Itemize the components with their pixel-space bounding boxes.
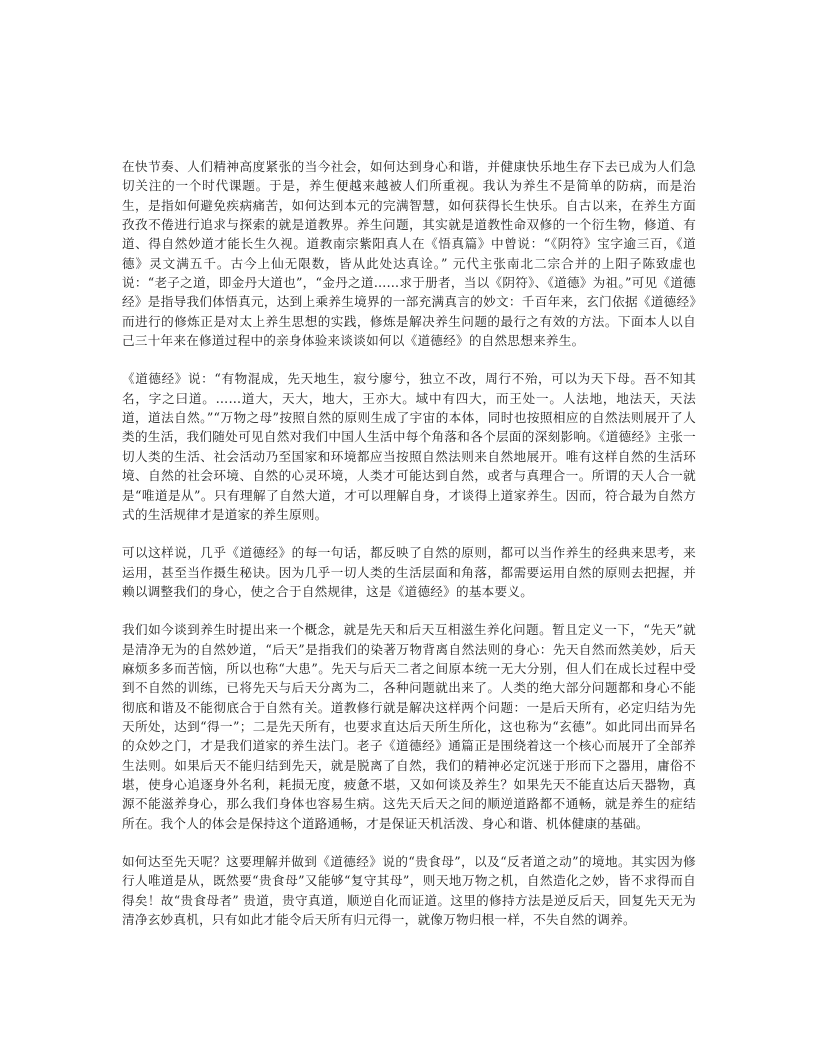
document-body [122, 157, 696, 929]
paragraph-4: 我们如今谈到养生时提出来一个概念，就是先天和后天互相滋生养化问题。暂且定义一下，“先天”就是清净无为的自然妙道，“后天”是指我们的染著万物背离自然法则的身心：先天自然而然美妙，后天麻烦多多而苦恼，所以也称“大患”。先天与后天二者之间原本统一无大分别，但人们在成长过程中受到不自然的训练，已将先天与后天分离为二，各种问题就出来了。人类的绝大部分问题都和身心不能彻底和谐及不能彻底合于自然有关。道教修行就是解决这样两个问题：一是后天所有，必定归结为先天所处，达到“得一”；二是先天所有，也要求直达后天所生所化，这也称为“玄德”。如此同出而异名的众妙之门，才是我们道家的养生法门。老子《道德经》通篇正是围绕着这一个核心而展开了全部养生法则。如果后天不能归结到先天，就是脱离了自然，我们的精神必定沉迷于形而下之器用，庸俗不堪，使身心追逐身外名利，耗损无度，疲惫不堪，又如何谈及养生？如果先天不能直达后天器物，真源不能滋养身心，那么我们身体也容易生病。这先天后天之间的顺逆道路都不通畅，就是养生的症结所在。我个人的体会是保持这个道路通畅，才是保证天机活泼、身心和谐、机体健康的基础。 [122, 622, 696, 831]
paragraph-5: 如何达至先天呢？这要理解并做到《道德经》说的“贵食母”，以及“反者道之动”的境地。其实因为修行人唯道是从，既然要“贵食母”又能够“复守其母”，则天地万物之机，自然造化之妙，皆不求得而自得矣！故“贵食母者” 贵道，贵守真道，顺逆自化而证道。这里的修持方法是逆反后天，回复先天无为清净玄妙真机，只有如此才能令后天所有归元得一，就像万物归根一样，不失自然的调养。 [122, 854, 696, 928]
paragraph-2: 《道德经》说：“有物混成，先天地生，寂兮廖兮，独立不改，周行不殆，可以为天下母。吾不知其名，字之曰道。……道大，天大，地大，王亦大。域中有四大，而王处一。人法地，地法天，天法道，道法自然。”“万物之母”按照自然的原则生成了宇宙的本体，同时也按照相应的自然法则展开了人类的生活，我们随处可见自然对我们中国人生活中每个角落和各个层面的深刻影响。《道德经》主张一切人类的生活、社会活动乃至国家和环境都应当按照自然法则来自然地展开。唯有这样自然的生活环境、自然的社会环境、自然的心灵环境，人类才可能达到自然，或者与真理合一。所谓的天人合一就是“唯道是从”。只有理解了自然大道，才可以理解自身，才谈得上道家养生。因而，符合最为自然方式的生活规律才是道家的养生原则。 [122, 371, 696, 522]
paragraph-1: 在快节奏、人们精神高度紧张的当今社会，如何达到身心和谐，并健康快乐地生存下去已成为人们急切关注的一个时代课题。于是，养生便越来越被人们所重视。我认为养生不是简单的防病，而是治生，是指如何避免疾病痛苦，如何达到本元的完满智慧，如何获得长生快乐。自古以来，在养生方面孜孜不倦进行追求与探索的就是道教界。养生问题，其实就是道教性命双修的一个衍生物，修道、有道、得自然妙道才能长生久视。道教南宗紫阳真人在《悟真篇》中曾说：“《阴符》宝字逾三百，《道德》灵文满五千。古今上仙无限数，皆从此处达真诠。” 元代主张南北二宗合并的上阳子陈致虚也说：“老子之道，即金丹大道也”，“金丹之道……求于册者，当以《阴符》、《道德》为祖。”可见《道德经》是指导我们体悟真元，达到上乘养生境界的一部充满真言的妙文：千百年来，玄门依据《道德经》而进行的修炼正是对太上养生思想的实践，修炼是解决养生问题的最行之有效的方法。下面本人以自己三十年来在修道过程中的亲身体验来谈谈如何以《道德经》的自然思想来养生。 [122, 159, 696, 349]
paragraph-3: 可以这样说，几乎《道德经》的每一句话，都反映了自然的原则，都可以当作养生的经典来思考，来运用，甚至当作摄生秘诀。因为几乎一切人类的生活层面和角落，都需要运用自然的原则去把握，并赖以调整我们的身心，使之合于自然规律，这是《道德经》的基本要义。 [122, 545, 696, 599]
